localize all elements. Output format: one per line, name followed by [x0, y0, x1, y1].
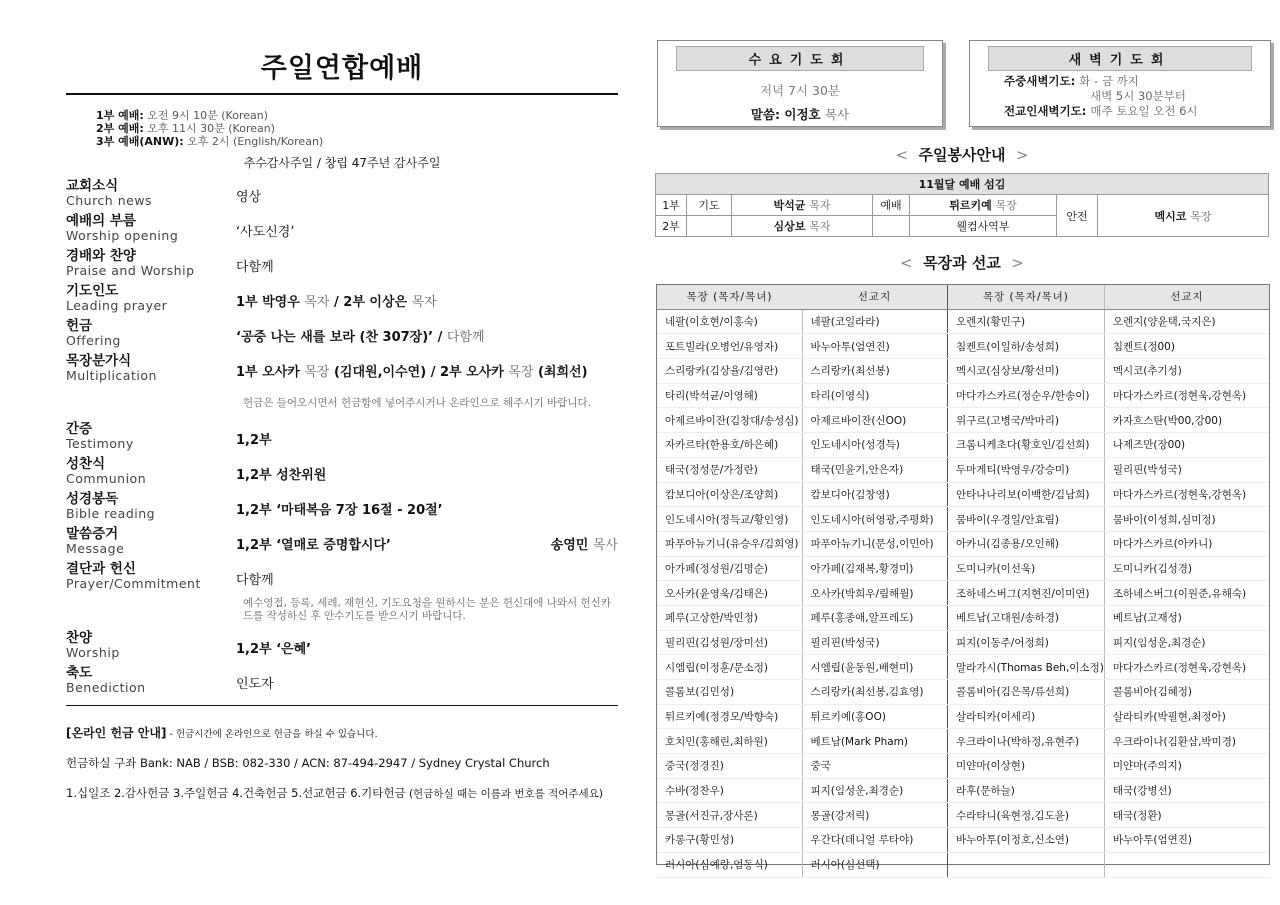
table-row	[657, 457, 1269, 482]
mokjang-cell: 캄보디아(이상은/조양희)	[657, 482, 802, 507]
order-item-communion: 성찬식 Communion 1,2부 성찬위원	[66, 456, 327, 486]
mokjang-cell: 라후(문하늘)	[948, 778, 1105, 803]
wednesday-prayer-speaker: 말씀: 이정호 목사	[750, 107, 850, 122]
table-row	[657, 507, 1269, 532]
table-row	[657, 680, 1269, 705]
order-item-prayer: 기도인도 Leading prayer 1부 박영우 목자 / 2부 이상은 목자	[66, 283, 437, 313]
mission-field-cell: 스리랑카(최선봉)	[802, 359, 948, 384]
mission-field-cell: 네팔(코일라라)	[802, 309, 948, 334]
mokjang-cell: 수바(정찬우)	[657, 778, 802, 803]
order-item-praise: 경배와 찬양 Praise and Worship 다함께	[66, 248, 274, 278]
service-table-header: 11월달 예배 섬김	[656, 174, 1269, 195]
mission-field-cell: 타리(이영식)	[802, 383, 948, 408]
mokjang-cell: 미얀마(이상현)	[948, 754, 1105, 779]
mission-field-cell: 튀르키예(홍OO)	[802, 704, 948, 729]
mission-field-cell: 인도네시아(성경득)	[802, 433, 948, 458]
dawn-saturday: 전교인새벽기도: 매주 토요일 오전 6시	[1004, 104, 1198, 118]
table-row	[657, 605, 1269, 630]
mission-field-cell: 중국	[802, 754, 948, 779]
table-row	[657, 556, 1269, 581]
mokjang-cell: 뭄바이(우경일/안효림)	[948, 507, 1105, 532]
mokjang-cell: 페루(고상한/박민정)	[657, 605, 802, 630]
mokjang-cell: 멕시코(심상보/황선미)	[948, 359, 1105, 384]
mokjang-cell: 위구르(고병국/박마리)	[948, 408, 1105, 433]
mission-field-cell: 뭄바이(이성희,심미정)	[1104, 507, 1269, 532]
service-theme: 추수감사주일 / 창립 47주년 감사주일	[243, 156, 441, 170]
order-item-multiplication: 목장분가식 Multiplication 1부 오사카 목장 (김대원,이수연) / 2부 오사카 목장 (최희선)	[66, 353, 588, 383]
mokjang-cell: 튀르키예(정경모/박향숙)	[657, 704, 802, 729]
mokjang-cell: 수라타니(육현정,김도윤)	[948, 803, 1105, 828]
mission-field-cell: 태국(정환)	[1104, 803, 1269, 828]
mokjang-cell: 카롱구(황민성)	[657, 828, 802, 853]
service-section-title: < 주일봉사안내 >	[895, 146, 1029, 164]
mission-field-cell: 몽골(강저릭)	[802, 803, 948, 828]
mission-field-cell: 바누아투(엄연진)	[1104, 828, 1269, 853]
table-row	[657, 828, 1269, 853]
order-item-offering: 헌금 Offering ‘공중 나는 새를 보라 (찬 307장)’ / 다함께	[66, 318, 485, 348]
table-row	[657, 581, 1269, 606]
mission-field-cell: 캄보디아(김창영)	[802, 482, 948, 507]
order-item-benediction: 축도 Benediction 인도자	[66, 665, 274, 695]
mokjang-cell: 말라가시(Thomas Beh,이소정)	[948, 655, 1105, 680]
order-item-testimony: 간증 Testimony 1,2부	[66, 421, 272, 451]
mokjang-cell	[948, 852, 1105, 877]
mission-field-cell: 콜롬비아(김혜정)	[1104, 680, 1269, 705]
table-row	[657, 852, 1269, 877]
order-item-bible: 성경봉독 Bible reading 1,2부 ‘마태복음 7장 16절 - 20절’	[66, 491, 443, 521]
mission-field-cell: 베트남(고재성)	[1104, 605, 1269, 630]
mokjang-cell: 바누아투(이정호,신소연)	[948, 828, 1105, 853]
order-item-news: 교회소식 Church news 영상	[66, 178, 262, 208]
mokjang-cell: 오렌지(황민구)	[948, 309, 1105, 334]
mission-field-cell: 마다가스카르(정현욱,강현옥)	[1104, 383, 1269, 408]
mission-field-cell: 파푸아뉴기니(문성,이민아)	[802, 531, 948, 556]
table-row	[657, 778, 1269, 803]
mokjang-cell: 네팔(이호현/이홍숙)	[657, 309, 802, 334]
mission-field-cell: 아제르바이잔(신OO)	[802, 408, 948, 433]
mission-field-cell: 스리랑카(최선봉,김효영)	[802, 680, 948, 705]
mokjang-cell: 콜롬보(김민성)	[657, 680, 802, 705]
mission-field-cell: 시엠립(윤동원,배현미)	[802, 655, 948, 680]
mission-field-cell: 나제즈만(장00)	[1104, 433, 1269, 458]
mokjang-cell: 두마게티(박영우/강승미)	[948, 457, 1105, 482]
dawn-prayer-title: 새벽기도회	[988, 46, 1252, 71]
mission-field-cell: 마다가스카르(아카니)	[1104, 531, 1269, 556]
mokjang-cell: 스리랑카(김상율/김영란)	[657, 359, 802, 384]
mission-field-cell: 러시아(심선택)	[802, 852, 948, 877]
mokjang-cell: 필리핀(김성원/장미선)	[657, 630, 802, 655]
table-row	[657, 704, 1269, 729]
service-times	[96, 109, 618, 148]
mokjang-cell: 콜롬비아(김은목/류선희)	[948, 680, 1105, 705]
mokjang-cell: 베트남(고대원/송하경)	[948, 605, 1105, 630]
mokjang-cell: 러시아(심예랑,엄동식)	[657, 852, 802, 877]
offering-types: 1.십일조 2.감사헌금 3.주일헌금 4.건축헌금 5.선교헌금 6.기타헌금 (헌금하실 때는 이름과 번호를 적어주세요)	[66, 786, 603, 800]
mission-field-cell: 마다가스카르(정현욱,강현옥)	[1104, 655, 1269, 680]
table-row	[657, 359, 1269, 384]
table-row	[657, 531, 1269, 556]
mission-field-cell: 우간다(데니얼 루타야)	[802, 828, 948, 853]
mission-field-cell: 침켄트(정00)	[1104, 334, 1269, 359]
mission-field-cell: 마다가스카르(정현욱,강현옥)	[1104, 482, 1269, 507]
order-item-sermon: 말씀증거 Message 1,2부 ‘열매로 증명합시다’ 송영민 목사	[66, 526, 618, 556]
mission-field-cell: 태국(강병선)	[1104, 778, 1269, 803]
mokjang-cell: 인도네시아(정득교/황인영)	[657, 507, 802, 532]
mokjang-cell: 타리(박석균/이영해)	[657, 383, 802, 408]
mission-field-cell: 페루(홍종애,알프레도)	[802, 605, 948, 630]
mokjang-cell: 몽골(서진규,장사론)	[657, 803, 802, 828]
table-row	[657, 433, 1269, 458]
dawn-weekday: 주중새벽기도: 화 - 금 까지	[1004, 74, 1139, 88]
mission-field-cell: 살라티카(박필현,최정아)	[1104, 704, 1269, 729]
mission-field-cell: 피지(임성운,최경순)	[1104, 630, 1269, 655]
mokjang-cell: 도미니카(이선욱)	[948, 556, 1105, 581]
mission-field-cell: 우크라이나(김환삼,박미경)	[1104, 729, 1269, 754]
order-item-decision: 결단과 헌신 Prayer/Commitment 다함께	[66, 561, 274, 591]
mokjang-cell: 피지(이동주/어정희)	[948, 630, 1105, 655]
mokjang-cell: 중국(정경진)	[657, 754, 802, 779]
table-row	[657, 309, 1269, 334]
table-row	[657, 655, 1269, 680]
mokjang-cell: 자카르타(한용호/하은혜)	[657, 433, 802, 458]
table-row	[657, 754, 1269, 779]
mission-field-cell: 피지(임성운,최경순)	[802, 778, 948, 803]
order-item-opening: 예배의 부름 Worship opening ‘사도신경’	[66, 213, 295, 243]
mission-field-cell: 필리핀(박성국)	[802, 630, 948, 655]
mokjang-cell: 시엠립(이정훈/문소정)	[657, 655, 802, 680]
mission-field-cell: 인도네시아(허영광,주평화)	[802, 507, 948, 532]
section-divider	[66, 705, 618, 706]
mokjang-cell: 파푸아뉴기니(유승우/김희영)	[657, 531, 802, 556]
mokjang-cell: 아제르바이잔(김창대/송성심)	[657, 408, 802, 433]
table-row	[657, 803, 1269, 828]
mission-section-title: < 목장과 선교 >	[900, 254, 1024, 272]
mission-field-cell: 카자흐스탄(박00,강00)	[1104, 408, 1269, 433]
service-time-3: 3부 예배(ANW): 오후 2시 (English/Korean)	[96, 135, 324, 148]
service-table: 11월달 예배 섬김 1부 기도 박석균 목자 예배 튀르키예 목장 안전 멕시코 목장 2부 심상보 목자 웰컴사역부	[655, 173, 1269, 237]
service-time-1: 1부 예배: 오전 9시 10분 (Korean)	[96, 109, 268, 122]
mission-field-cell: 조하네스버그(이원준,유해숙)	[1104, 581, 1269, 606]
decision-note: 예수영접, 등록, 세례, 재헌신, 기도요청을 원하시는 분은 헌신대에 나와서 헌신카드를 작성하신 후 안수기도를 받으시기 바랍니다.	[243, 597, 611, 622]
page-title: 주일연합예배	[260, 53, 424, 84]
mission-field-cell: 필리핀(박성국)	[1104, 457, 1269, 482]
mission-field-cell: 미얀마(주의지)	[1104, 754, 1269, 779]
mission-field-cell: 태국(민윤기,안은자)	[802, 457, 948, 482]
table-row	[657, 408, 1269, 433]
mokjang-cell: 안타나나리보(이백한/김남희)	[948, 482, 1105, 507]
service-time-2: 2부 예배: 오후 11시 30분 (Korean)	[96, 122, 275, 135]
wednesday-prayer-title: 수요기도회	[676, 46, 924, 71]
mokjang-cell: 태국(정성문/가정란)	[657, 457, 802, 482]
order-item-hymn: 찬양 Worship 1,2부 ‘은혜’	[66, 630, 312, 660]
mission-table: 목장 (목자/목녀) 선교지 목장 (목자/목녀) 선교지 네팔(이호현/이홍숙) 네팔(코일라라) 오렌지(황민구) 오렌지(양윤택,국지은) 포트빌라(오병언/유영자) 바누아투(엄연진) 침켄트(이일하/송성희) 침켄트(정00) 스리랑카(김상율/김영란) 스리랑카(최선봉) 멕시코(심상보/황선미) 멕시코(추기성) 타리(박석균/이영해) 타리(이영식) 마다가스카르(정순우/한송이) 마다가스카르(정현욱,강현옥) 아제르바이잔(김창대/송성심) 아제르바이잔(신OO) 위구르(고병국/박마리) 카자흐스탄(박00,강00) 자카르타(한용호/하은혜) 인도네시아(성경득) 크롬니케초다(황호인/김선희) 나제즈만(장00) 태국(정성문/가정란) 태국(민윤기,안은자) 두마게티(박영우/강승미) 필리핀(박성국) 캄보디아(이상은/조양희) 캄보디아(김창영) 안타나나리보(이백한/김남희) 마다가스카르(정현욱,강현옥) 인도네시아(정득교/황인영) 인도네시아(허영광,주평화) 뭄바이(우경일/안효림) 뭄바이(이성희,심미정) 파푸아뉴기니(유승우/김희영) 파푸아뉴기니(문성,이민아) 아카니(김종용/오인해) 마다가스카르(아카니) 아가페(정성원/김명순) 아가페(김재복,황경미) 도미니카(이선욱) 도미니카(김성경) 오사카(윤영욱/김태은) 오사카(박희우/림해월) 조하네스버그(지현진/이미연) 조하네스버그(이원준,유해숙) 페루(고상한/박민정) 페루(홍종애,알프레도) 베트남(고대원/송하경) 베트남(고재성) 필리핀(김성원/장미선) 필리핀(박성국) 피지(이동주/어정희) 피지(임성운,최경순) 시엠립(이정훈/문소정) 시엠립(윤동원,배현미) 말라가시(Thomas Beh,이소정) 마다가스카르(정현욱,강현옥) 콜롬보(김민성) 스리랑카(최선봉,김효영) 콜롬비아(김은목/류선희) 콜롬비아(김혜정) 튀르키예(정경모/박향숙) 튀르키예(홍OO) 살라티카(이세리) 살라티카(박필현,최정아) 호치민(홍해린,최하원) 베트남(Mark Pham) 우크라이나(박하정,유현주) 우크라이나(김환삼,박미경) 중국(정경진) 중국 미얀마(이상현) 미얀마(주의지) 수바(정찬우) 피지(임성운,최경순) 라후(문하늘) 태국(강병선) 몽골(서진규,장사론) 몽골(강저릭) 수라타니(육현정,김도윤) 태국(정환) 카롱구(황민성) 우간다(데니얼 루타야) 바누아투(이정호,신소연) 바누아투(엄연진) 러시아(심예랑,엄동식) 러시아(심선택)	[657, 285, 1269, 878]
mission-field-cell: 멕시코(추기성)	[1104, 359, 1269, 384]
dawn-weekday-time: 새벽 5시 30분부터	[1090, 89, 1186, 103]
mokjang-cell: 살라티카(이세리)	[948, 704, 1105, 729]
mokjang-cell: 포트빌라(오병언/유영자)	[657, 334, 802, 359]
worship-order-panel	[66, 40, 618, 801]
mission-field-cell: 베트남(Mark Pham)	[802, 729, 948, 754]
bank-account: 헌금하실 구좌 Bank: NAB / BSB: 082-330 / ACN: 87-494-2947 / Sydney Crystal Church	[66, 756, 550, 770]
mokjang-cell: 아가페(정성원/김명순)	[657, 556, 802, 581]
mokjang-cell: 마다가스카르(정순우/한송이)	[948, 383, 1105, 408]
service-part: 1부	[656, 195, 687, 216]
online-offering-notice: [온라인 헌금 안내] - 헌금시간에 온라인으로 헌금을 하실 수 있습니다.	[66, 726, 378, 740]
dawn-prayer-box	[969, 40, 1271, 127]
mission-field-cell: 도미니카(김성경)	[1104, 556, 1269, 581]
title-divider	[66, 93, 618, 95]
mission-field-cell: 아가페(김재복,황경미)	[802, 556, 948, 581]
mokjang-cell: 아카니(김종용/오인해)	[948, 531, 1105, 556]
mokjang-cell: 크롬니케초다(황호인/김선희)	[948, 433, 1105, 458]
mission-field-cell: 오렌지(양윤택,국지은)	[1104, 309, 1269, 334]
mokjang-cell: 조하네스버그(지현진/이미연)	[948, 581, 1105, 606]
table-row	[657, 383, 1269, 408]
offering-note: 헌금은 들어오시면서 헌금함에 넣어주시거나 온라인으로 해주시기 바랍니다.	[243, 397, 591, 409]
mission-field-cell: 오사카(박희우/림해월)	[802, 581, 948, 606]
mokjang-cell: 우크라이나(박하정,유현주)	[948, 729, 1105, 754]
table-row	[657, 630, 1269, 655]
wednesday-prayer-box	[657, 40, 943, 127]
mokjang-cell: 침켄트(이일하/송성희)	[948, 334, 1105, 359]
table-row	[657, 729, 1269, 754]
table-row	[657, 482, 1269, 507]
mokjang-cell: 오사카(윤영욱/김태은)	[657, 581, 802, 606]
mission-field-cell: 바누아투(엄연진)	[802, 334, 948, 359]
table-row	[657, 334, 1269, 359]
mission-field-cell	[1104, 852, 1269, 877]
mokjang-cell: 호치민(홍해린,최하원)	[657, 729, 802, 754]
service-role: 기도	[687, 195, 732, 216]
wednesday-prayer-time: 저녁 7시 30분	[759, 83, 841, 98]
